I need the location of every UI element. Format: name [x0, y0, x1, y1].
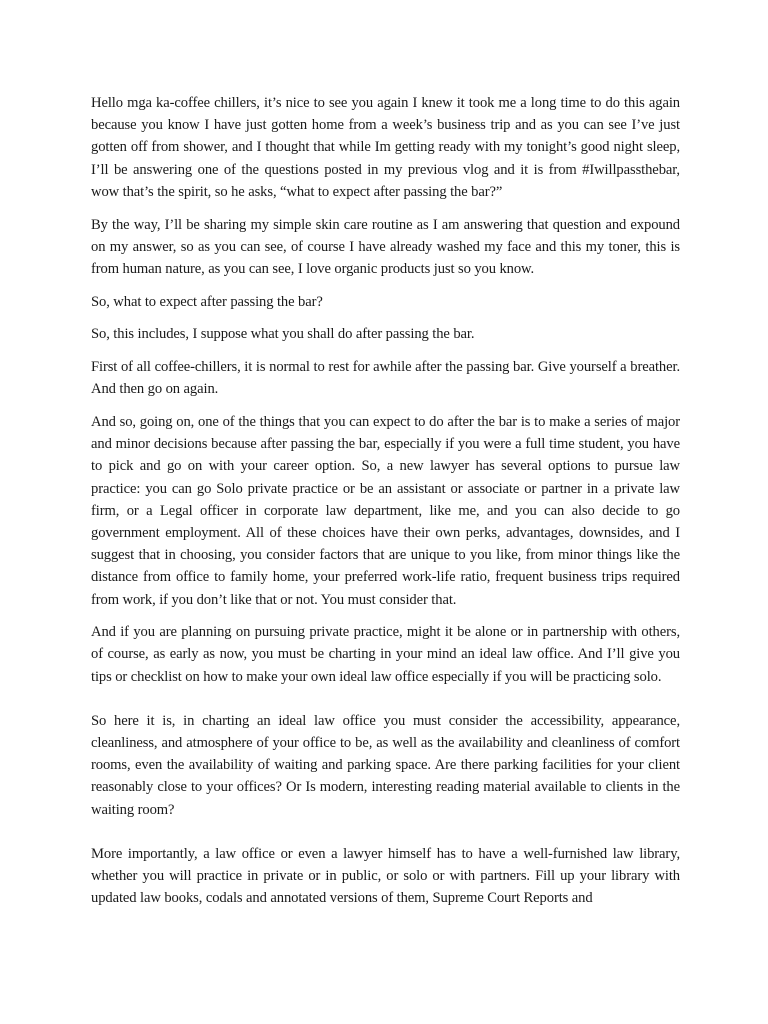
paragraph-private-practice: And if you are planning on pursuing private practice, might it be alone or in partnership with others, of course, as early as now, you must be charting in your mind an ideal law office. And I’ll give you tips or checklist on how to make your own ideal law office especially if you will be practicing solo.	[91, 624, 680, 685]
paragraph-question: So, what to expect after passing the bar?	[91, 293, 323, 310]
paragraph-decisions: And so, going on, one of the things that you can expect to do after the bar is to make a series of major and minor decisions because after passing the bar, especially if you were a full time student, you have to pick and go on with your career option. So, a new lawyer has several options to pursue law practice: you can go Solo private practice or be an assistant or associate or partner in a private law firm, or a Legal officer in corporate law department, like me, and you can also decide to go government employment. All of these choices have their own perks, advantages, downsides, and I suggest that in choosing, you consider factors that are unique to you like, from minor things like the distance from office to family home, your preferred work-life ratio, frequent business trips required from work, if you don’t like that or not. You must consider that.	[91, 413, 680, 608]
paragraph-law-library: More importantly, a law office or even a lawyer himself has to have a well-furnished law library, whether you will practice in private or in public, or solo or with partners. Fill up your library with updated law books, codals and annotated versions of them, Supreme Court Reports and	[91, 845, 680, 907]
paragraph-ideal-office: So here it is, in charting an ideal law office you must consider the accessibility, appearance, cleanliness, and atmosphere of your office to be, as well as the availability and cleanliness of comfort rooms, even the availability of waiting and parking space. Are there parking facilities for your client reasonably close to your offices? Or Is modern, interesting reading material available to clients in the waiting room?	[91, 712, 680, 818]
paragraph-greeting: Hello mga ka-coffee chillers, it’s nice to see you again I knew it took me a long time to do this again because you know I have just gotten home from a week’s business trip and as you can see I’ve just gotten off from shower, and I thought that while Im getting ready with my tonight’s good night sleep, I’ll be answering one of the questions posted in my previous vlog and it is from #Iwillpassthebar, wow that’s the spirit, so he asks, “what to expect after passing the bar?”	[91, 95, 680, 200]
document-body	[91, 92, 680, 920]
paragraph-skin-care: By the way, I’ll be sharing my simple skin care routine as I am answering that question and expound on my answer, so as you can see, of course I have already washed my face and this my toner, this is from human nature, as you can see, I love organic products just so you know.	[91, 216, 680, 277]
paragraph-includes: So, this includes, I suppose what you shall do after passing the bar.	[91, 326, 475, 343]
paragraph-rest: First of all coffee-chillers, it is normal to rest for awhile after the passing bar. Give yourself a breather. And then go on again.	[91, 359, 680, 398]
